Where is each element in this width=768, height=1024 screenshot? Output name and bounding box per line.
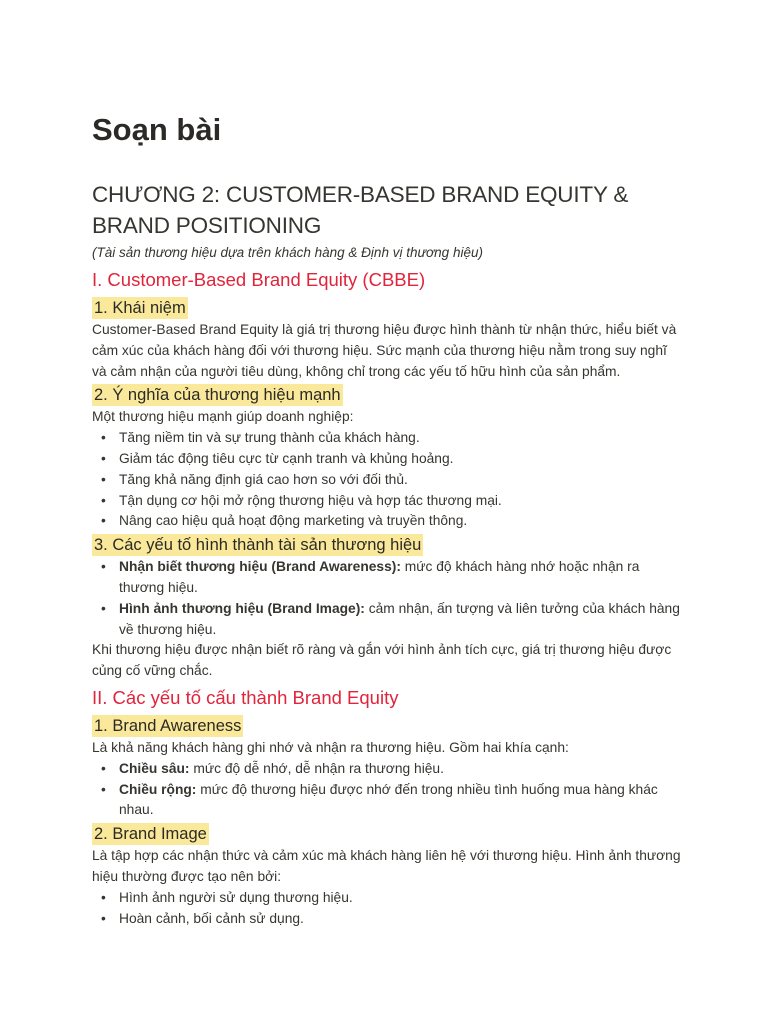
- list-item: • Giảm tác động tiêu cực từ cạnh tranh và khủng hoảng.: [92, 449, 682, 470]
- section-1-1-text: Customer-Based Brand Equity là giá trị thương hiệu được hình thành từ nhận thức, hiểu biết và cảm xúc của khách hàng đối với thương hiệu. Sức mạnh của thương hiệu nằm trong suy nghĩ và cảm nhận của người tiêu dùng, không chỉ trong các yếu tố hữu hình của sản phẩm.: [92, 322, 677, 379]
- list-item: • Tăng niềm tin và sự trung thành của khách hàng.: [92, 428, 682, 449]
- list-item-term: Chiều rộng:: [119, 781, 197, 797]
- section-1-heading: I. Customer-Based Brand Equity (CBBE): [92, 269, 426, 290]
- list-item: [92, 759, 682, 780]
- section-1-3-list: [92, 557, 682, 640]
- document-title: Soạn bài: [92, 112, 222, 147]
- section-2-1-heading: 1. Brand Awareness: [94, 716, 242, 735]
- section-1-1-heading: 1. Khái niệm: [94, 299, 186, 317]
- section-1-2-intro: Một thương hiệu mạnh giúp doanh nghiệp:: [92, 409, 354, 425]
- list-item: • Tận dụng cơ hội mở rộng thương hiệu và hợp tác thương mại.: [92, 491, 682, 512]
- section-1-2-heading: 2. Ý nghĩa của thương hiệu mạnh: [94, 386, 341, 405]
- document-page: [92, 110, 682, 929]
- list-item: • Tăng khả năng định giá cao hơn so với đối thủ.: [92, 470, 682, 491]
- list-item: • Nâng cao hiệu quả hoạt động marketing và truyền thông.: [92, 511, 682, 532]
- list-item: [92, 557, 682, 599]
- list-item-term: Nhận biết thương hiệu (Brand Awareness):: [119, 559, 401, 575]
- section-1-3-outro: Khi thương hiệu được nhận biết rõ ràng và gắn với hình ảnh tích cực, giá trị thương hiệu được củng cố vững chắc.: [92, 642, 672, 679]
- list-item: • Hình ảnh người sử dụng thương hiệu.: [92, 888, 682, 909]
- section-2-1-intro: Là khả năng khách hàng ghi nhớ và nhận ra thương hiệu. Gồm hai khía cạnh:: [92, 739, 569, 755]
- list-item-desc: mức độ khách hàng nhớ hoặc nhận ra thương hiệu.: [119, 559, 640, 595]
- list-item: • Hoàn cảnh, bối cảnh sử dụng.: [92, 909, 682, 930]
- section-2-1-list: [92, 759, 682, 821]
- list-item-term: Chiều sâu:: [119, 760, 190, 776]
- list-item: [92, 599, 682, 641]
- list-item-term: Hình ảnh thương hiệu (Brand Image):: [119, 600, 365, 616]
- section-2-2-intro: Là tập hợp các nhận thức và cảm xúc mà khách hàng liên hệ với thương hiệu. Hình ảnh thương hiệu thường được tạo nên bởi:: [92, 848, 681, 884]
- section-2-heading: II. Các yếu tố cấu thành Brand Equity: [92, 686, 399, 708]
- list-item-desc: cảm nhận, ấn tượng và liên tưởng của khách hàng về thương hiệu.: [119, 600, 680, 637]
- section-1-2-list: [92, 428, 682, 532]
- section-2-2-heading: 2. Brand Image: [94, 825, 207, 844]
- section-1-3-heading: 3. Các yếu tố hình thành tài sản thương hiệu: [94, 536, 422, 555]
- section-2-2-list: [92, 888, 682, 930]
- list-item: [92, 780, 682, 822]
- list-item-desc: mức độ dễ nhớ, dễ nhận ra thương hiệu.: [189, 760, 444, 776]
- list-item-desc: mức độ thương hiệu được nhớ đến trong nhiều tình huống mua hàng khác nhau.: [119, 781, 658, 818]
- chapter-subtitle: (Tài sản thương hiệu dựa trên khách hàng & Định vị thương hiệu): [92, 245, 483, 260]
- chapter-title: CHƯƠNG 2: CUSTOMER-BASED BRAND EQUITY & BRAND POSITIONING: [92, 182, 629, 238]
